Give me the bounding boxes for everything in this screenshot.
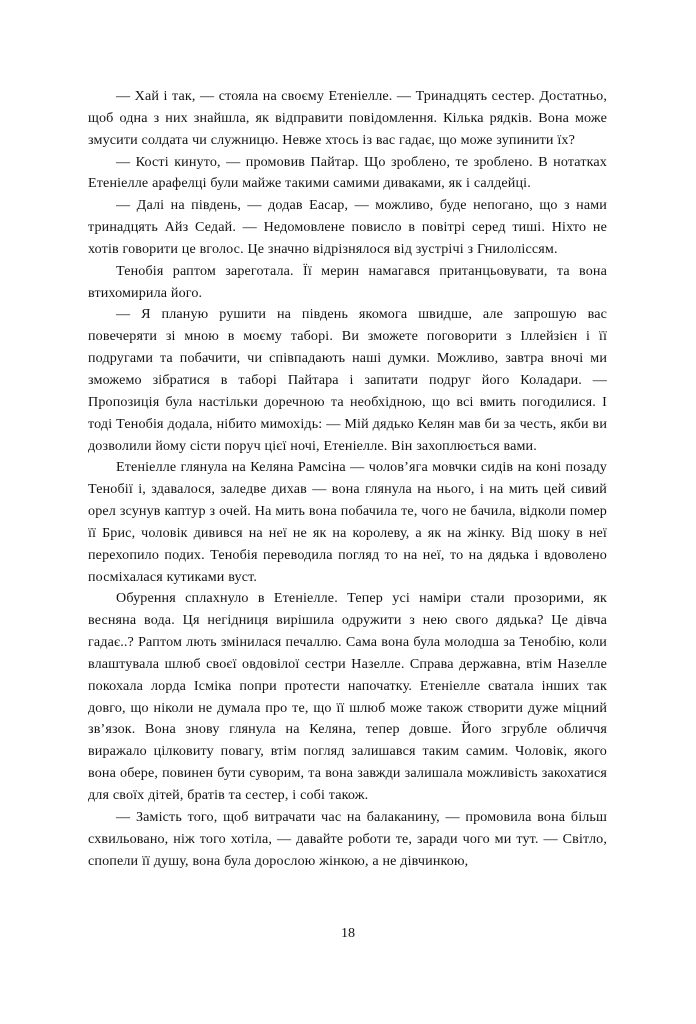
page-text-body (88, 86, 607, 872)
paragraph: — Я планую рушити на південь якомога швидше, але запрошую вас повечеряти зі мною в моєму таборі. Ви зможете поговорити з Іллейзієн і її подругами та побачити, чи співпадають наші думки. Можливо, завтра вночі ми зможемо зібратися в таборі Пайтара і запитати подруг його Коладари. — Пропозиція була настільки доречною та необхідною, що всі вмить погодилися. І тоді Тенобія додала, нібито мимохідь: — Мій дядько Келян мав би за честь, якби ви дозволили йому сісти поруч цієї ночі, Етеніелле. Він захоплюється вами. (88, 306, 607, 454)
paragraph: Тенобія раптом зареготала. Її мерин намагався пританцьовувати, та вона втихомирила його. (88, 262, 607, 301)
paragraph: Обурення сплахнуло в Етеніелле. Тепер усі наміри стали прозорими, як весняна вода. Ця негідниця вирішила одружити з нею свого дядька? Це дівча гадає..? Раптом лють змінилася печаллю. Сама вона була молодша за Тенобію, коли влаштувала шлюб своєї овдовілої сестри Назелле. Справа державна, втім Назелле покохала лорда Ісміка попри протести напочатку. Етеніелле сватала інших так довго, що ніколи не думала про те, що її шлюб може також створити дуже міцний зв’язок. Вона знову глянула на Келяна, тепер довше. Його згрубле обличчя виражало цілковиту повагу, втім погляд залишався таким самим. Чоловік, якого вона обере, повинен бути суворим, та вона завжди залишала можливість закохатися для своїх дітей, братів та сестер, і собі також. (88, 590, 607, 803)
page-number: 18 (340, 925, 356, 941)
paragraph: — Замість того, щоб витрачати час на балаканину, — промовила вона більш схвильовано, ніж того хотіла, — давайте роботи те, заради чого ми тут. — Світло, спопели її душу, вона була дорослою жінкою, а не дівчинкою, (88, 808, 607, 869)
paragraph: Етеніелле глянула на Келяна Рамсіна — чолов’яга мовчки сидів на коні позаду Тенобії і, здавалося, заледве дихав — вона глянула на нього, і на мить цей сивий орел зсунув каптур з очей. На мить вона побачила те, чого не бачила, відколи помер її Брис, чоловік дивився на неї не як на королеву, а як на жінку. Від шоку в неї перехопило подих. Тенобія переводила погляд то на неї, то на дядька і вдоволено посміхалася кутиками вуст. (88, 459, 607, 585)
paragraph: — Кості кинуто, — промовив Пайтар. Що зроблено, те зроблено. В нотатках Етеніелле арафелці були майже такими самими диваками, як і салдейці. (88, 153, 607, 192)
paragraph: — Далі на південь, — додав Еасар, — можливо, буде непогано, що з нами тринадцять Айз Седай. — Недомовлене повисло в повітрі серед тиші. Ніхто не хотів говорити це вголос. Це значно відрізнялося від зустрічі з Гнилоліссям. (88, 197, 607, 257)
paragraph: — Хай і так, — стояла на своєму Етеніелле. — Тринадцять сестер. Достатньо, щоб одна з них знайшла, як відправити повідомлення. Кілька рядків. Вона може змусити солдата чи служницю. Невже хтось із вас гадає, що може зупинити їх? (88, 88, 607, 148)
